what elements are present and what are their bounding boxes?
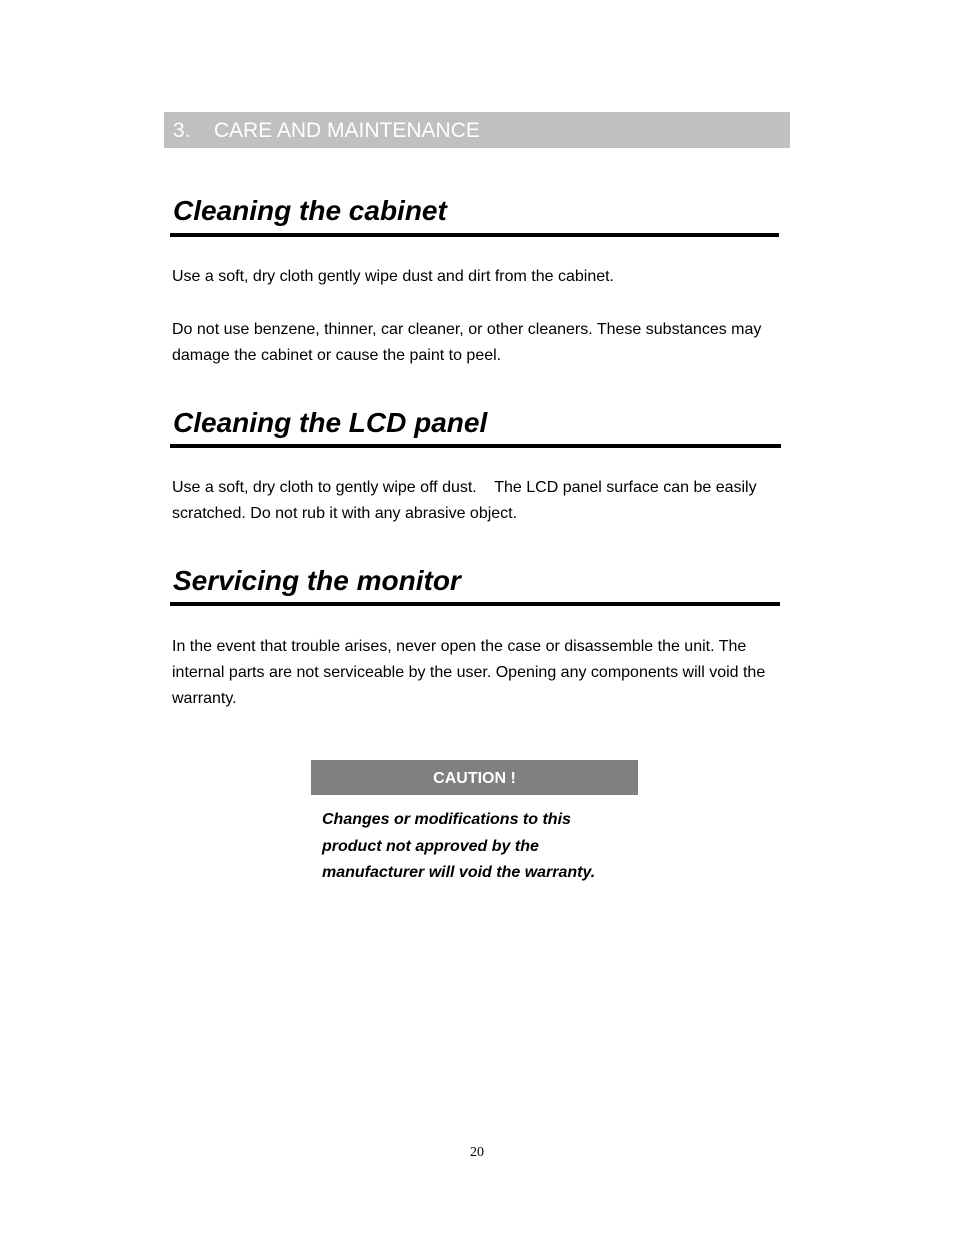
section-title-cleaning-lcd-panel: Cleaning the LCD panel [173, 407, 488, 438]
cabinet-paragraph-2: Do not use benzene, thinner, car cleaner, or other cleaners. These substances may damage the cabinet or cause the paint to peel. [172, 321, 766, 364]
section-divider [170, 444, 781, 448]
cabinet-paragraph-1: Use a soft, dry cloth gently wipe dust and dirt from the cabinet. [172, 268, 614, 285]
section-title-cleaning-cabinet: Cleaning the cabinet [173, 195, 447, 226]
section-title-servicing-monitor: Servicing the monitor [173, 565, 461, 596]
caution-label: CAUTION ! [311, 760, 638, 795]
section-divider [170, 233, 779, 237]
section-divider [170, 602, 780, 606]
page-number: 20 [470, 1145, 484, 1160]
servicing-paragraph: In the event that trouble arises, never open the case or disassemble the unit. The internal parts are not serviceable by the user. Opening any components will void the warranty. [172, 638, 770, 707]
lcd-panel-paragraph: Use a soft, dry cloth to gently wipe off dust. The LCD panel surface can be easily scratched. Do not rub it with any abrasive object. [172, 479, 762, 522]
caution-text: Changes or modifications to this product not approved by the manufacturer will void the warranty. [322, 811, 596, 881]
chapter-heading: 3. CARE AND MAINTENANCE [164, 112, 790, 148]
